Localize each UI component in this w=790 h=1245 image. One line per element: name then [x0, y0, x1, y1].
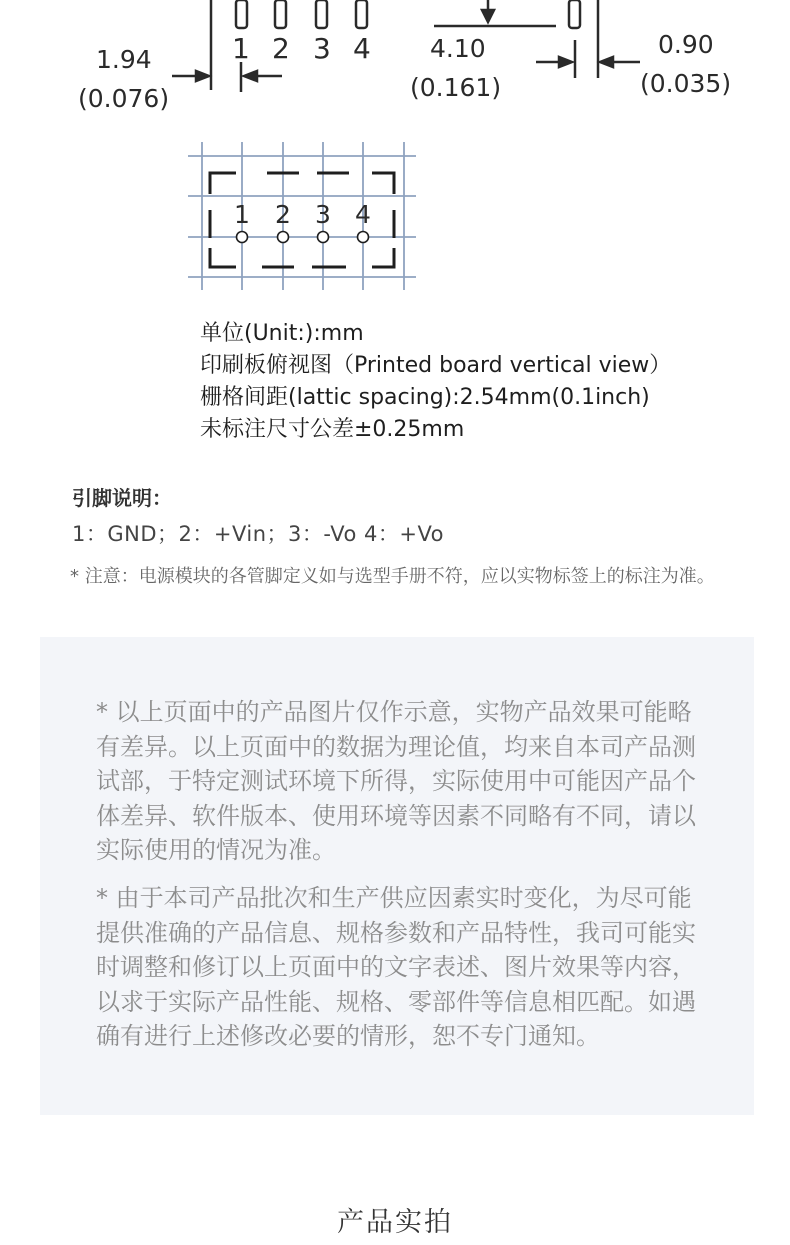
dim-right-in: (0.035)	[640, 69, 732, 98]
disclaimer-paragraph-1: * 以上页面中的产品图片仅作示意，实物产品效果可能略有差异。以上页面中的数据为理论值，均来自本司产品测试部，于特定测试环境下所得，实际使用中可能因产品个体差异、软件版本、使用环境等因素不同略有不同，请以实际使用的情况为准。	[96, 698, 696, 864]
disclaimer-paragraph-2: * 由于本司产品批次和生产供应因素实时变化，为尽可能提供准确的产品信息、规格参数和产品特性，我司可能实时调整和修订以上页面中的文字表述、图片效果等内容，以求于实际产品性能、规格、零部件等信息相匹配。如遇确有进行上述修改必要的情形，恕不专门通知。	[96, 884, 696, 1050]
grid-pin-1: 1	[234, 200, 250, 229]
dim-mid-in: (0.161)	[410, 73, 502, 102]
note-board-view: 印刷板俯视图（Printed board vertical view）	[200, 353, 672, 378]
dim-left-mm: 1.94	[96, 45, 152, 74]
top-pin-3: 3	[313, 32, 331, 65]
note-unit: 单位(Unit:):mm	[200, 321, 364, 346]
pin-note: * 注意：电源模块的各管脚定义如与选型手册不符，应以实物标签上的标注为准。	[70, 566, 715, 587]
reference-lines	[211, 0, 598, 92]
top-pin-4: 4	[353, 32, 371, 65]
grid-pin-3: 3	[315, 200, 331, 229]
grid-pin-4: 4	[355, 200, 371, 229]
dim-right-mm: 0.90	[658, 30, 714, 59]
pin-section-title: 引脚说明：	[72, 486, 172, 510]
pin-map: 1：GND；2：+Vin；3：-Vo 4：+Vo	[72, 522, 445, 546]
note-tolerance: 未标注尺寸公差±0.25mm	[200, 417, 465, 442]
top-pin-2: 2	[272, 32, 290, 65]
dimension-drawing	[0, 0, 790, 120]
drawing-notes	[200, 318, 671, 446]
dim-left-in: (0.076)	[78, 84, 170, 113]
dim-mid-mm: 4.10	[430, 34, 486, 63]
top-pin-1: 1	[232, 32, 250, 65]
grid-pin-2: 2	[275, 200, 291, 229]
section-title-product-photos: 产品实拍	[337, 1207, 453, 1238]
pcb-grid-diagram	[188, 142, 418, 294]
disclaimer-box	[40, 637, 754, 1115]
pin-stubs	[236, 0, 580, 28]
note-grid-spacing: 栅格间距(lattic spacing):2.54mm(0.1inch)	[200, 385, 650, 410]
